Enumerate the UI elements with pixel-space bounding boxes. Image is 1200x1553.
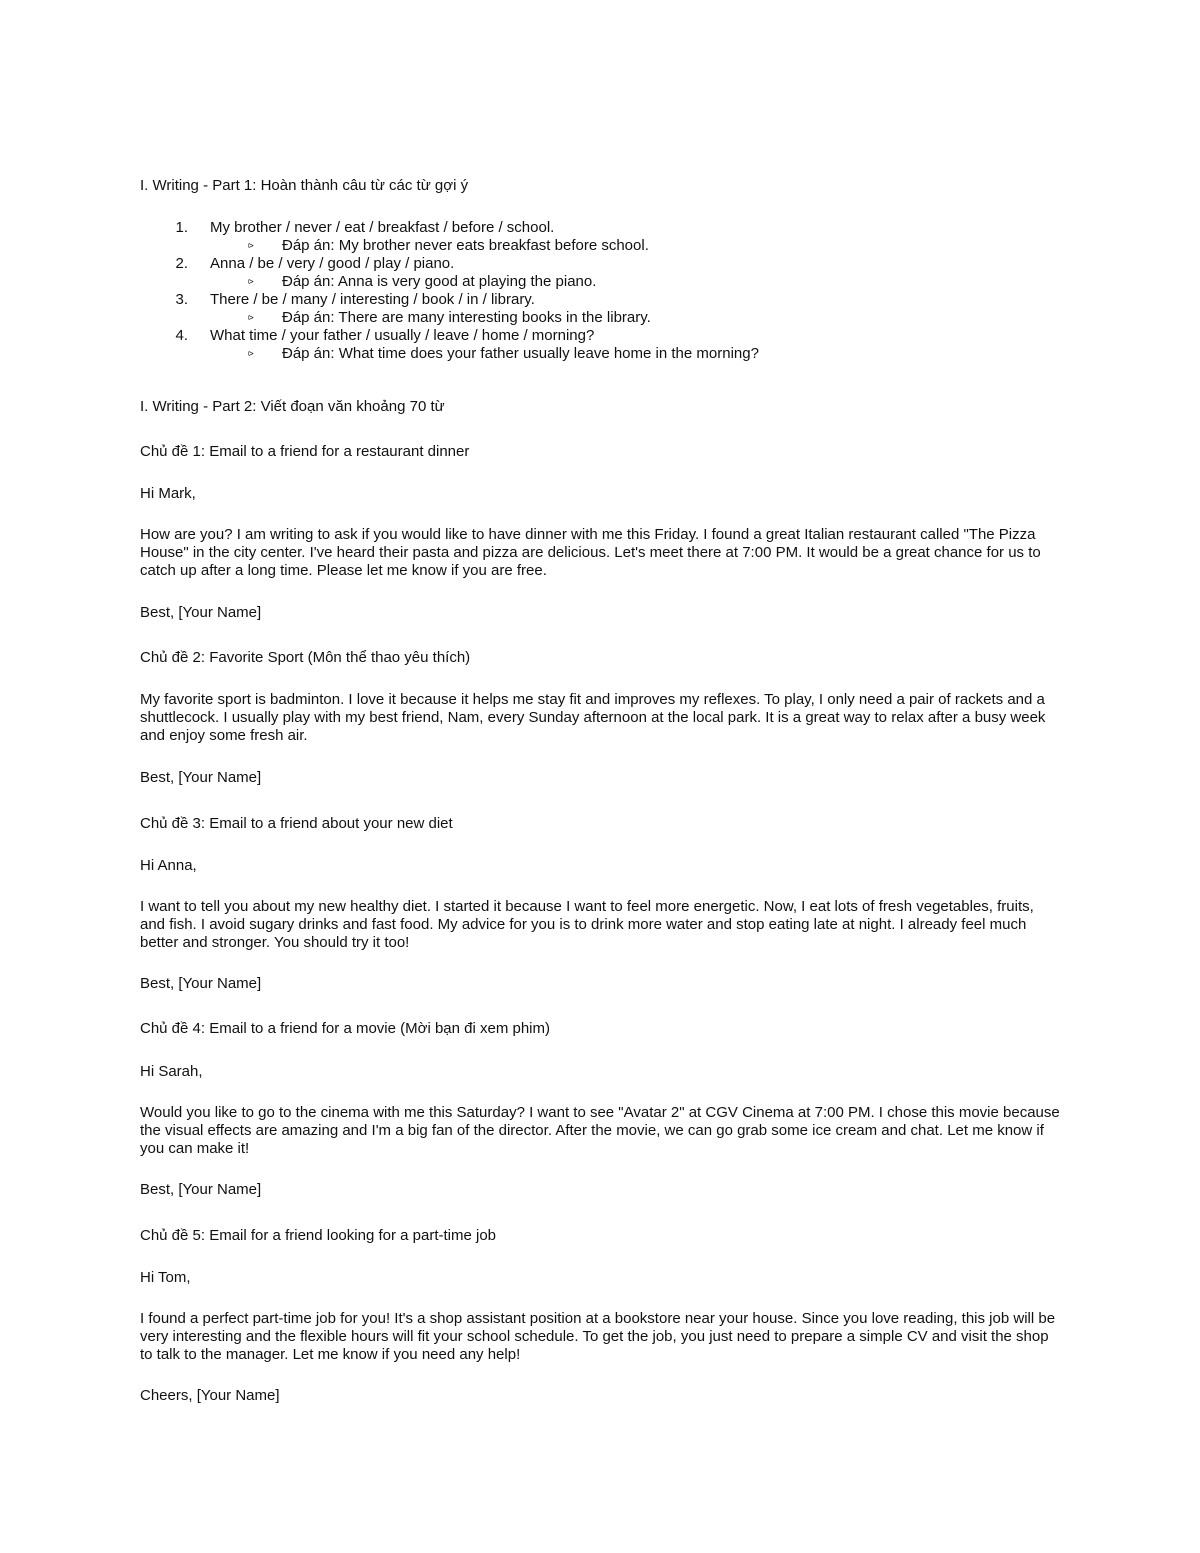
list-item-number: 3. <box>175 291 188 308</box>
list-item-prompt: There / be / many / interesting / book / in / library. <box>210 291 535 308</box>
topic-body: My favorite sport is badminton. I love it because it helps me stay fit and improves my reflexes. To play, I only need a pair of rackets and a shuttlecock. I usually play with my best friend, Nam, every Sunday afternoon at the local park. It is a great way to relax after a busy week and enjoy some fresh air. <box>140 691 1046 745</box>
topic-title: Chủ đề 1: Email to a friend for a restaurant dinner <box>140 443 470 460</box>
part2-heading: I. Writing - Part 2: Viết đoạn văn khoảng 70 từ <box>140 398 445 415</box>
topic-title: Chủ đề 3: Email to a friend about your new diet <box>140 815 453 832</box>
topic-title: Chủ đề 2: Favorite Sport (Môn thể thao yêu thích) <box>140 649 471 666</box>
list-item-answer: Đáp án: There are many interesting books in the library. <box>282 309 651 326</box>
list-item-number: 1. <box>175 219 188 236</box>
topic-body: How are you? I am writing to ask if you would like to have dinner with me this Friday. I found a great Italian restaurant called "The Pizza House" in the city center. I've heard their pasta and pizza are delicious. Let's meet there at 7:00 PM. It would be a great chance for us to catch up after a long time. Please let me know if you are free. <box>140 526 1041 580</box>
topic-title: Chủ đề 4: Email to a friend for a movie (Mời bạn đi xem phim) <box>140 1020 551 1037</box>
list-item-prompt: Anna / be / very / good / play / piano. <box>210 255 455 272</box>
topic-closing: Best, [Your Name] <box>140 975 262 992</box>
topic-greeting: Hi Anna, <box>140 857 197 874</box>
topic-closing: Best, [Your Name] <box>140 1181 262 1198</box>
topic-body: Would you like to go to the cinema with me this Saturday? I want to see "Avatar 2" at CGV Cinema at 7:00 PM. I chose this movie because the visual effects are amazing and I'm a big fan of the director. After the movie, we can go grab some ice cream and chat. Let me know if you can make it! <box>140 1104 1060 1158</box>
topic-title: Chủ đề 5: Email for a friend looking for a part-time job <box>140 1227 497 1244</box>
list-item-prompt: My brother / never / eat / breakfast / before / school. <box>210 219 555 236</box>
topic-closing: Best, [Your Name] <box>140 769 262 786</box>
topic-greeting: Hi Tom, <box>140 1269 191 1286</box>
list-item-number: 2. <box>175 255 188 272</box>
topic-greeting: Hi Mark, <box>140 485 196 502</box>
topic-greeting: Hi Sarah, <box>140 1063 203 1080</box>
part1-heading: I. Writing - Part 1: Hoàn thành câu từ các từ gợi ý <box>140 177 469 194</box>
list-item-answer: Đáp án: What time does your father usually leave home in the morning? <box>282 345 759 362</box>
list-item-number: 4. <box>175 327 188 344</box>
arrow-bullet-icon: ⪧ <box>248 240 254 251</box>
arrow-bullet-icon: ⪧ <box>248 348 254 359</box>
arrow-bullet-icon: ⪧ <box>248 312 254 323</box>
topic-closing: Best, [Your Name] <box>140 604 262 621</box>
topic-body: I found a perfect part-time job for you! It's a shop assistant position at a bookstore near your house. Since you love reading, this job will be very interesting and the flexible hours will fit your school schedule. To get the job, you just need to prepare a simple CV and visit the shop to talk to the manager. Let me know if you need any help! <box>140 1310 1056 1364</box>
list-item-prompt: What time / your father / usually / leave / home / morning? <box>210 327 595 344</box>
list-item-answer: Đáp án: Anna is very good at playing the piano. <box>282 273 597 290</box>
topic-closing: Cheers, [Your Name] <box>140 1387 280 1404</box>
arrow-bullet-icon: ⪧ <box>248 276 254 287</box>
topic-body: I want to tell you about my new healthy diet. I started it because I want to feel more energetic. Now, I eat lots of fresh vegetables, fruits, and fish. I avoid sugary drinks and fast food. My advice for you is to drink more water and stop eating late at night. I already feel much better and stronger. You should try it too! <box>140 898 1034 952</box>
list-item-answer: Đáp án: My brother never eats breakfast before school. <box>282 237 649 254</box>
